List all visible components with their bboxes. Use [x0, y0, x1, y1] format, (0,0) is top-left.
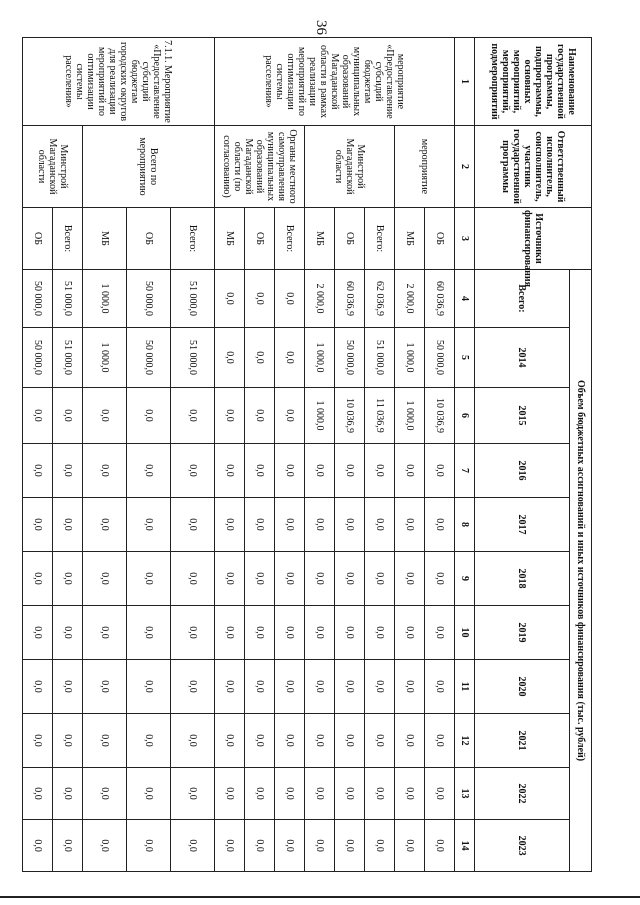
financing-source: Всего: — [171, 208, 215, 270]
amount-cell: 0,0 — [245, 768, 275, 820]
amount-cell: 0,0 — [365, 660, 395, 714]
col-header-year: 2022 — [475, 768, 570, 820]
financing-source: Всего: — [275, 208, 305, 270]
table-row — [171, 38, 215, 872]
amount-cell: 10 036,9 — [425, 388, 455, 444]
col-header-volume: Объем бюджетных ассигнований и иных источников финансирования (тыс. рублей) — [570, 270, 592, 872]
amount-cell: 0,0 — [53, 444, 83, 498]
amount-cell: 0,0 — [127, 388, 171, 444]
amount-cell: 0,0 — [335, 768, 365, 820]
financing-source: ОБ — [335, 208, 365, 270]
responsible-party: Органы местного самоуправления муниципальных образований Магаданской области (по согласованию) — [215, 126, 305, 208]
amount-cell: 0,0 — [305, 820, 335, 872]
amount-cell: 0,0 — [275, 270, 305, 328]
amount-cell: 0,0 — [83, 498, 127, 552]
amount-cell: 0,0 — [23, 498, 53, 552]
amount-cell: 0,0 — [425, 552, 455, 606]
amount-cell: 0,0 — [275, 820, 305, 872]
amount-cell: 0,0 — [83, 714, 127, 768]
col-number: 14 — [455, 820, 475, 872]
col-number: 4 — [455, 270, 475, 328]
amount-cell: 0,0 — [305, 606, 335, 660]
amount-cell: 0,0 — [83, 768, 127, 820]
amount-cell: 62 036,9 — [365, 270, 395, 328]
amount-cell: 0,0 — [23, 714, 53, 768]
amount-cell: 0,0 — [171, 498, 215, 552]
table-row — [53, 38, 83, 872]
amount-cell: 0,0 — [23, 444, 53, 498]
amount-cell: 0,0 — [245, 606, 275, 660]
program-item-name: 7.1.1. Мероприятие «Предоставление субсидий бюджетам городских округов для реализации мероприятий по оптимизации системы расселения» — [23, 38, 215, 126]
col-header-year: 2018 — [475, 552, 570, 606]
amount-cell: 0,0 — [83, 820, 127, 872]
financing-source: МБ — [305, 208, 335, 270]
amount-cell: 0,0 — [215, 498, 245, 552]
amount-cell: 0,0 — [215, 328, 245, 388]
amount-cell: 0,0 — [275, 660, 305, 714]
amount-cell: 0,0 — [335, 820, 365, 872]
responsible-party: мероприятие — [395, 126, 455, 208]
amount-cell: 0,0 — [425, 820, 455, 872]
amount-cell: 0,0 — [425, 606, 455, 660]
amount-cell: 0,0 — [215, 660, 245, 714]
amount-cell: 0,0 — [171, 714, 215, 768]
amount-cell: 0,0 — [335, 714, 365, 768]
amount-cell: 0,0 — [53, 660, 83, 714]
financing-source: ОБ — [23, 208, 53, 270]
amount-cell: 1 000,0 — [305, 388, 335, 444]
amount-cell: 0,0 — [245, 660, 275, 714]
amount-cell: 0,0 — [215, 388, 245, 444]
amount-cell: 0,0 — [215, 444, 245, 498]
amount-cell: 50 000,0 — [23, 328, 53, 388]
amount-cell: 0,0 — [305, 714, 335, 768]
amount-cell: 0,0 — [425, 768, 455, 820]
financing-source: МБ — [83, 208, 127, 270]
amount-cell: 0,0 — [215, 768, 245, 820]
col-header-total: Всего: — [475, 270, 570, 328]
col-number: 6 — [455, 388, 475, 444]
amount-cell: 0,0 — [245, 498, 275, 552]
page-number: 36 — [312, 19, 329, 35]
amount-cell: 0,0 — [335, 606, 365, 660]
col-number: 3 — [455, 208, 475, 270]
col-number: 12 — [455, 714, 475, 768]
amount-cell: 0,0 — [171, 552, 215, 606]
amount-cell: 0,0 — [171, 820, 215, 872]
col-header-year: 2014 — [475, 328, 570, 388]
rotated-table-container — [32, 37, 592, 871]
amount-cell: 60 036,9 — [425, 270, 455, 328]
amount-cell: 0,0 — [53, 498, 83, 552]
amount-cell: 0,0 — [365, 498, 395, 552]
amount-cell: 0,0 — [53, 606, 83, 660]
amount-cell: 0,0 — [245, 820, 275, 872]
amount-cell: 0,0 — [305, 498, 335, 552]
responsible-party: Минстрой Магаданской области — [23, 126, 83, 208]
financing-source: МБ — [395, 208, 425, 270]
amount-cell: 0,0 — [395, 820, 425, 872]
col-header-year: 2017 — [475, 498, 570, 552]
amount-cell: 0,0 — [171, 768, 215, 820]
amount-cell: 0,0 — [275, 552, 305, 606]
amount-cell: 11 036,9 — [365, 388, 395, 444]
amount-cell: 0,0 — [171, 444, 215, 498]
amount-cell: 0,0 — [127, 820, 171, 872]
amount-cell: 0,0 — [305, 552, 335, 606]
financing-source: МБ — [215, 208, 245, 270]
amount-cell: 0,0 — [83, 606, 127, 660]
amount-cell: 0,0 — [23, 660, 53, 714]
amount-cell: 51 000,0 — [365, 328, 395, 388]
amount-cell: 0,0 — [395, 444, 425, 498]
amount-cell: 1 000,0 — [83, 328, 127, 388]
col-number: 1 — [455, 38, 475, 126]
amount-cell: 0,0 — [305, 444, 335, 498]
amount-cell: 0,0 — [335, 660, 365, 714]
amount-cell: 0,0 — [23, 606, 53, 660]
amount-cell: 0,0 — [395, 606, 425, 660]
col-header-year: 2016 — [475, 444, 570, 498]
amount-cell: 0,0 — [395, 660, 425, 714]
amount-cell: 0,0 — [245, 714, 275, 768]
table-row — [365, 38, 395, 872]
amount-cell: 0,0 — [275, 768, 305, 820]
amount-cell: 0,0 — [23, 552, 53, 606]
col-header-source: Источники финансирования — [475, 208, 592, 270]
amount-cell: 0,0 — [365, 820, 395, 872]
col-header-year: 2023 — [475, 820, 570, 872]
amount-cell: 0,0 — [425, 714, 455, 768]
amount-cell: 0,0 — [23, 768, 53, 820]
amount-cell: 50 000,0 — [127, 270, 171, 328]
col-number: 11 — [455, 660, 475, 714]
amount-cell: 0,0 — [245, 270, 275, 328]
amount-cell: 0,0 — [395, 552, 425, 606]
financing-source: ОБ — [245, 208, 275, 270]
amount-cell: 0,0 — [53, 552, 83, 606]
program-item-name: мероприятие «Предоставление субсидий бюджетам муниципальных образований Магаданской области в рамках реализации мероприятий по оптимизации системы расселения» — [215, 38, 455, 126]
col-header-year: 2021 — [475, 714, 570, 768]
col-header-year: 2015 — [475, 388, 570, 444]
amount-cell: 0,0 — [365, 768, 395, 820]
amount-cell: 0,0 — [425, 660, 455, 714]
col-number: 13 — [455, 768, 475, 820]
amount-cell: 1 000,0 — [395, 328, 425, 388]
amount-cell: 0,0 — [127, 606, 171, 660]
amount-cell: 0,0 — [425, 498, 455, 552]
col-header-year: 2019 — [475, 606, 570, 660]
amount-cell: 0,0 — [23, 820, 53, 872]
amount-cell: 0,0 — [395, 714, 425, 768]
amount-cell: 50 000,0 — [23, 270, 53, 328]
amount-cell: 10 036,9 — [335, 388, 365, 444]
financing-source: ОБ — [127, 208, 171, 270]
amount-cell: 1 000,0 — [83, 270, 127, 328]
amount-cell: 51 000,0 — [53, 270, 83, 328]
financing-source: Всего: — [53, 208, 83, 270]
amount-cell: 0,0 — [53, 820, 83, 872]
table-row — [425, 38, 455, 872]
amount-cell: 2 000,0 — [305, 270, 335, 328]
amount-cell: 0,0 — [127, 498, 171, 552]
bottom-rule — [0, 896, 640, 898]
col-number: 7 — [455, 444, 475, 498]
col-number: 8 — [455, 498, 475, 552]
amount-cell: 51 000,0 — [171, 328, 215, 388]
amount-cell: 0,0 — [83, 660, 127, 714]
amount-cell: 0,0 — [425, 444, 455, 498]
amount-cell: 0,0 — [215, 820, 245, 872]
amount-cell: 0,0 — [245, 552, 275, 606]
amount-cell: 0,0 — [171, 606, 215, 660]
amount-cell: 0,0 — [215, 552, 245, 606]
amount-cell: 0,0 — [245, 444, 275, 498]
amount-cell: 0,0 — [275, 388, 305, 444]
amount-cell: 0,0 — [53, 714, 83, 768]
amount-cell: 0,0 — [215, 714, 245, 768]
amount-cell: 0,0 — [395, 768, 425, 820]
amount-cell: 0,0 — [365, 606, 395, 660]
amount-cell: 1 000,0 — [395, 388, 425, 444]
amount-cell: 0,0 — [23, 388, 53, 444]
amount-cell: 0,0 — [245, 388, 275, 444]
responsible-party: Всего по мероприятию — [83, 126, 215, 208]
responsible-party: Минстрой Магаданской области — [305, 126, 395, 208]
amount-cell: 0,0 — [335, 552, 365, 606]
amount-cell: 0,0 — [215, 606, 245, 660]
amount-cell: 0,0 — [171, 388, 215, 444]
amount-cell: 0,0 — [215, 270, 245, 328]
amount-cell: 50 000,0 — [335, 328, 365, 388]
amount-cell: 51 000,0 — [171, 270, 215, 328]
amount-cell: 0,0 — [127, 768, 171, 820]
col-number: 9 — [455, 552, 475, 606]
amount-cell: 50 000,0 — [425, 328, 455, 388]
amount-cell: 0,0 — [365, 552, 395, 606]
amount-cell: 0,0 — [275, 444, 305, 498]
financing-source: Всего: — [365, 208, 395, 270]
amount-cell: 0,0 — [275, 606, 305, 660]
amount-cell: 50 000,0 — [127, 328, 171, 388]
amount-cell: 0,0 — [305, 768, 335, 820]
amount-cell: 0,0 — [127, 444, 171, 498]
col-number: 2 — [455, 126, 475, 208]
amount-cell: 0,0 — [245, 328, 275, 388]
amount-cell: 2 000,0 — [395, 270, 425, 328]
amount-cell: 0,0 — [275, 498, 305, 552]
amount-cell: 0,0 — [83, 388, 127, 444]
amount-cell: 0,0 — [365, 444, 395, 498]
amount-cell: 0,0 — [127, 714, 171, 768]
col-header-year: 2020 — [475, 660, 570, 714]
amount-cell: 0,0 — [365, 714, 395, 768]
amount-cell: 51 000,0 — [53, 328, 83, 388]
amount-cell: 0,0 — [171, 660, 215, 714]
amount-cell: 60 036,9 — [335, 270, 365, 328]
financing-source: ОБ — [425, 208, 455, 270]
amount-cell: 0,0 — [305, 660, 335, 714]
col-number: 5 — [455, 328, 475, 388]
col-header-name: Наименование государственной программы, подпрограммы, основных мероприятий, мероприятий, подмероприятий — [475, 38, 592, 126]
amount-cell: 0,0 — [395, 498, 425, 552]
amount-cell: 0,0 — [53, 388, 83, 444]
amount-cell: 0,0 — [335, 498, 365, 552]
col-number: 10 — [455, 606, 475, 660]
amount-cell: 0,0 — [83, 444, 127, 498]
amount-cell: 0,0 — [127, 552, 171, 606]
amount-cell: 0,0 — [53, 768, 83, 820]
amount-cell: 0,0 — [335, 444, 365, 498]
amount-cell: 0,0 — [275, 714, 305, 768]
table-row — [275, 38, 305, 872]
amount-cell: 0,0 — [83, 552, 127, 606]
amount-cell: 0,0 — [127, 660, 171, 714]
financing-table — [22, 37, 592, 872]
amount-cell: 0,0 — [275, 328, 305, 388]
col-header-responsible: Ответственный исполнитель, соисполнитель, участник государственной программы — [475, 126, 592, 208]
amount-cell: 1 000,0 — [305, 328, 335, 388]
